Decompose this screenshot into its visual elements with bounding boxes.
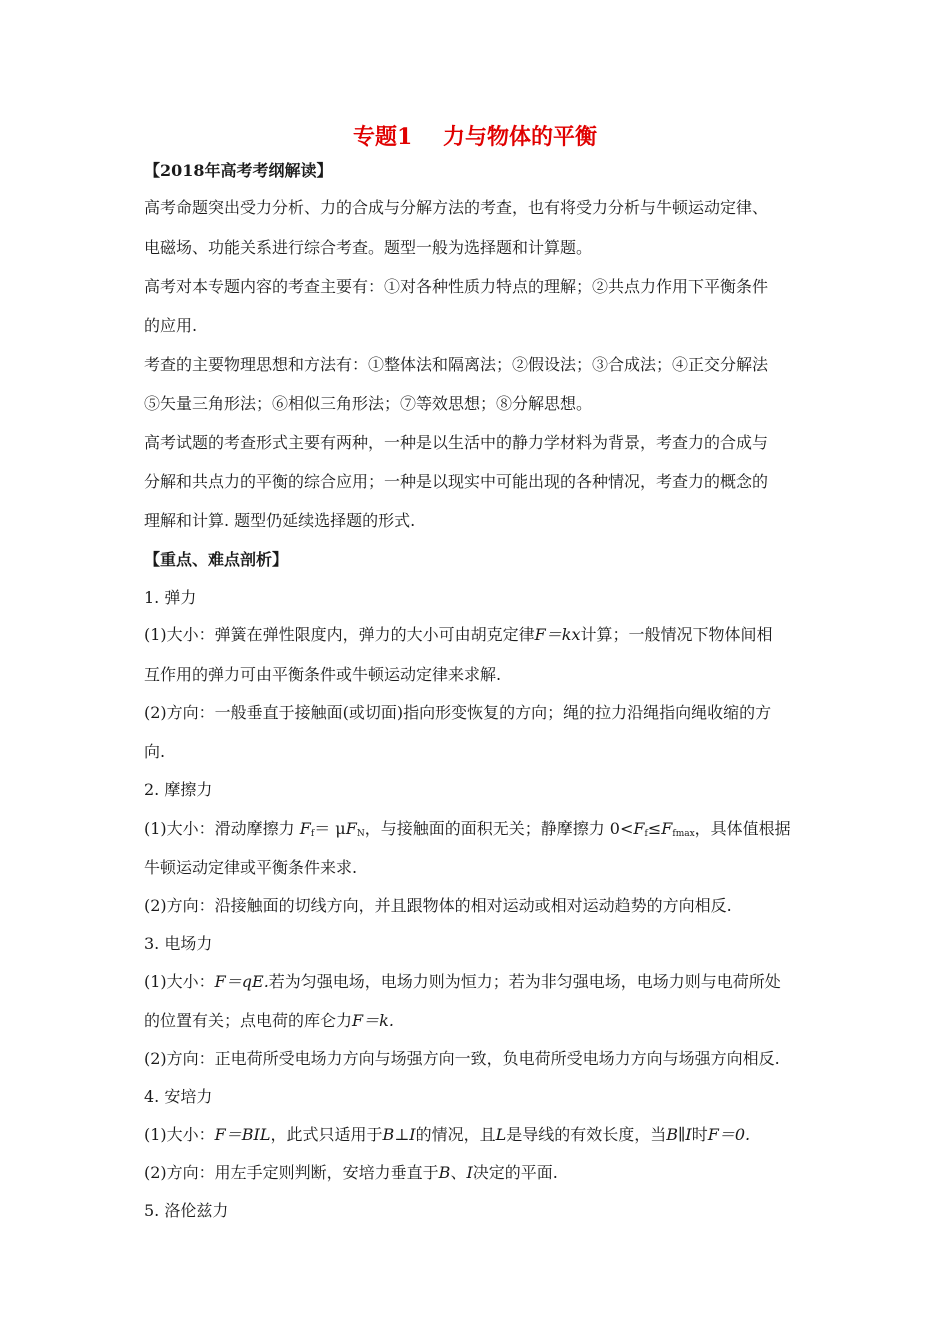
ampere-size-line: [144, 1124, 824, 1146]
paragraph-line: 高考命题突出受力分析、力的合成与分解方法的考查，也有将受力分析与牛顿运动定律、: [144, 198, 769, 217]
paragraph-line: (2)方向：沿接触面的切线方向，并且跟物体的相对运动或相对运动趋势的方向相反.: [144, 896, 732, 915]
subscript: f: [644, 829, 648, 839]
section-heading-exam-outline: 【2018年高考考纲解读】: [144, 161, 333, 180]
text-span: (1)大小：: [144, 972, 215, 991]
ampere-direction-line: [144, 1162, 824, 1184]
text-span: ＝ μ: [314, 819, 346, 838]
item-title-lorentz-force: 5. 洛伦兹力: [144, 1201, 229, 1220]
paragraph-line: 高考试题的考查形式主要有两种，一种是以生活中的静力学材料为背景，考查力的合成与: [144, 433, 769, 452]
paragraph-line: 的应用.: [144, 316, 198, 335]
paragraph-line: 互作用的弹力可由平衡条件或牛顿运动定律来求解.: [144, 665, 502, 684]
formula: F＝BIL: [214, 1125, 271, 1144]
text-span: 的情况，且: [415, 1125, 496, 1144]
formula: F: [299, 819, 311, 838]
formula: I: [466, 1163, 473, 1182]
text-span: (1)大小：滑动摩擦力: [144, 819, 300, 838]
text-span: 是导线的有效长度，当: [506, 1125, 667, 1144]
text-span: ，与接触面的面积无关；静摩擦力 0<: [364, 819, 634, 838]
paragraph-line: 考查的主要物理思想和方法有：①整体法和隔离法；②假设法；③合成法；④正交分解法: [144, 355, 769, 374]
text-span: 计算；一般情况下物体间相: [580, 625, 773, 644]
text-span: 决定的平面.: [472, 1163, 558, 1182]
formula: F＝kx: [534, 625, 581, 644]
text-span: (1)大小：: [144, 1125, 215, 1144]
paragraph-line: (2)方向：正电荷所受电场力方向与场强方向一致，负电荷所受电场力方向与场强方向相反.: [144, 1049, 780, 1068]
item-title-ampere-force: 4. 安培力: [144, 1087, 213, 1106]
page-title: 专题1 力与物体的平衡: [353, 124, 597, 150]
formula: F＝k.: [352, 1011, 394, 1030]
subscript: fmax: [672, 829, 695, 839]
paragraph-line: (2)方向：一般垂直于接触面(或切面)指向形变恢复的方向；绳的拉力沿绳指向绳收缩的方: [144, 703, 772, 722]
paragraph-line: 分解和共点力的平衡的综合应用；一种是以现实中可能出现的各种情况，考查力的概念的: [144, 472, 769, 491]
item-title-friction: 2. 摩擦力: [144, 780, 213, 799]
formula: B⊥I: [382, 1125, 416, 1144]
text-span: 的位置有关；点电荷的库仑力: [144, 1011, 353, 1030]
text-span: 若为匀强电场，电场力则为恒力；若为非匀强电场，电场力则与电荷所处: [268, 972, 781, 991]
formula: F: [345, 819, 357, 838]
formula: B∥I: [666, 1125, 692, 1144]
paragraph-line: 高考对本专题内容的考查主要有：①对各种性质力特点的理解；②共点力作用下平衡条件: [144, 277, 769, 296]
formula: F＝qE.: [214, 972, 269, 991]
friction-size-line: [144, 818, 824, 845]
formula: L: [495, 1125, 507, 1144]
text-span: ≤: [647, 819, 662, 838]
formula: F＝0.: [707, 1125, 751, 1144]
item-title-elastic-force: 1. 弹力: [144, 588, 197, 607]
subscript: f: [310, 829, 315, 839]
item-title-electric-force: 3. 电场力: [144, 934, 213, 953]
section-heading-key-points: 【重点、难点剖析】: [144, 550, 289, 569]
elastic-size-line: [144, 624, 824, 646]
electric-size-line-2: [144, 1010, 824, 1032]
text-span: ，具体值根据: [694, 819, 791, 838]
paragraph-line: 电磁场、功能关系进行综合考查。题型一般为选择题和计算题。: [144, 238, 593, 257]
electric-size-line: [144, 971, 824, 993]
paragraph-line: 向.: [144, 742, 166, 761]
paragraph-line: 牛顿运动定律或平衡条件来求.: [144, 858, 358, 877]
paragraph-line: 理解和计算. 题型仍延续选择题的形式.: [144, 511, 416, 530]
formula: B: [438, 1163, 451, 1182]
paragraph-line: ⑤矢量三角形法；⑥相似三角形法；⑦等效思想；⑧分解思想。: [144, 394, 593, 413]
text-span: 时: [691, 1125, 708, 1144]
text-span: (2)方向：用左手定则判断，安培力垂直于: [144, 1163, 439, 1182]
text-span: ，此式只适用于: [270, 1125, 383, 1144]
subscript: N: [356, 829, 365, 839]
formula: F: [633, 819, 645, 838]
text-span: (1)大小：弹簧在弹性限度内，弹力的大小可由胡克定律: [144, 625, 535, 644]
formula: F: [661, 819, 673, 838]
text-span: 、: [450, 1163, 467, 1182]
